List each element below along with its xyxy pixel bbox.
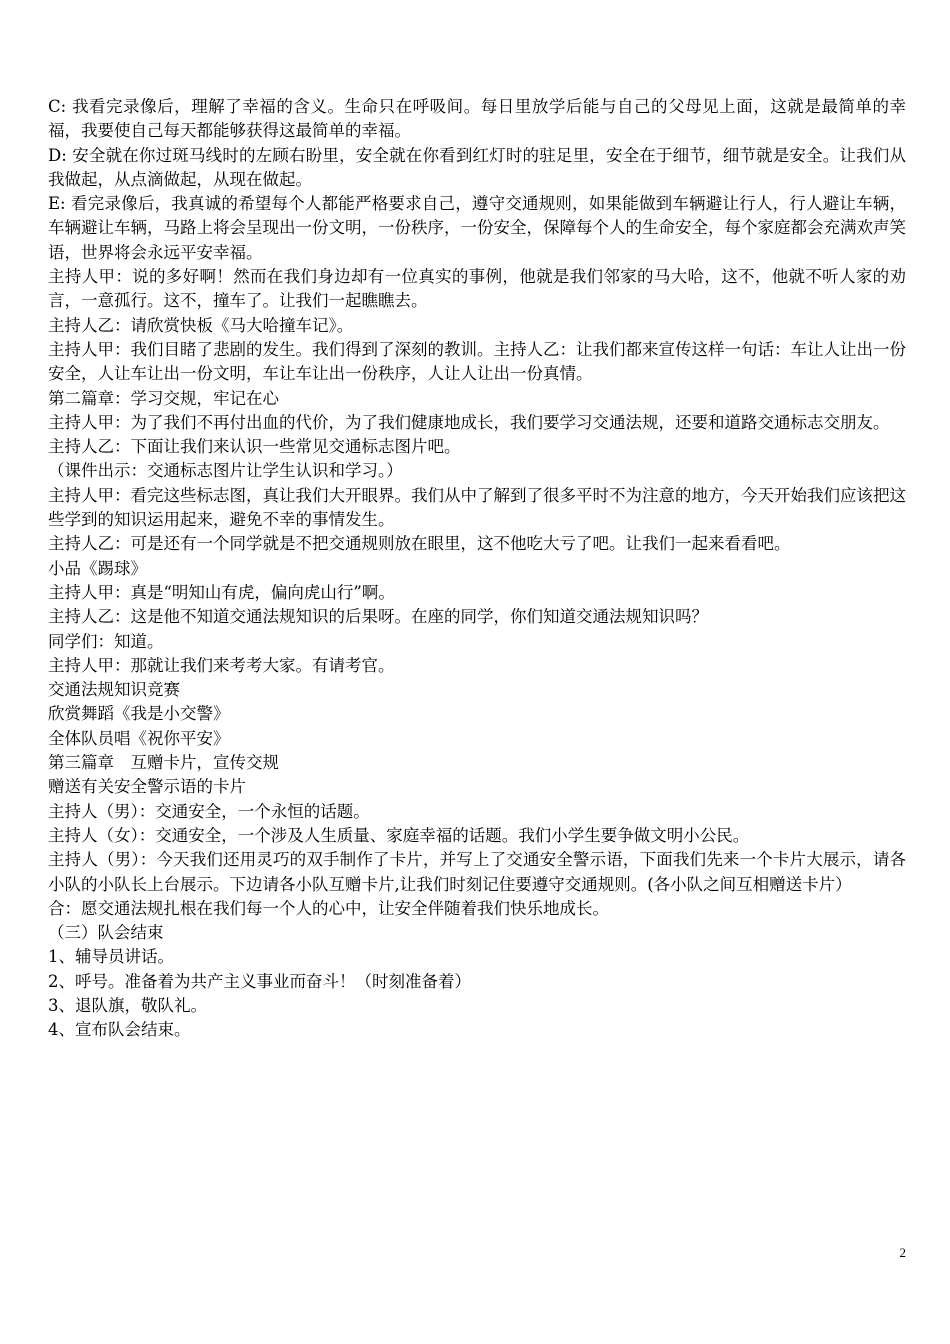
item-dance: 欣赏舞蹈《我是小交警》 (48, 704, 230, 724)
paragraph-speaker-d: D: 安全就在你过斑马线时的左顾右盼里，安全就在你看到红灯时的驻足里，安全在于细节，细节就是安全。让我们从我做起，从点滴做起，从现在做起。 (48, 145, 906, 189)
list-item-2: 2、呼号。准备着为共产主义事业而奋斗！（时刻准备着） (48, 971, 471, 991)
paragraph-speaker-c: C: 我看完录像后，理解了幸福的含义。生命只在呼吸间。每日里放学后能与自己的父母见上面，这就是最简单的幸福，我要使自己每天都能够获得这最简单的幸福。 (48, 97, 906, 141)
paragraph-host-a-eyes-opened: 主持人甲：看完这些标志图，真让我们大开眼界。我们从中了解到了很多平时不为注意的地方，今天开始我们应该把这些学到的知识运用起来，避免不幸的事情发生。 (48, 485, 906, 530)
paragraph-host-male-cards: 主持人（男）：今天我们还用灵巧的双手制作了卡片，并写上了交通安全警示语，下面我们先来一个卡片大展示，请各小队的小队长上台展示。下边请各小队互赠卡片,让我们时刻记住要遵守交通规则。(各小队之间互相赠送卡片） (48, 850, 906, 894)
item-card-gift: 赠送有关安全警示语的卡片 (48, 777, 246, 797)
list-item-4: 4、宣布队会结束。 (48, 1020, 191, 1040)
page-number: 2 (899, 1245, 906, 1260)
paragraph-host-female-topic: 主持人（女）：交通安全，一个涉及人生质量、家庭幸福的话题。我们小学生要争做文明小公民。 (48, 825, 750, 845)
item-song: 全体队员唱《祝你平安》 (48, 728, 230, 748)
paragraph-host-b-signs: 主持人乙：下面让我们来认识一些常见交通标志图片吧。 (48, 437, 461, 457)
paragraph-host-a-story: 主持人甲：说的多好啊！然而在我们身边却有一位真实的事例，他就是我们邻家的马大哈，这不，他就不听人家的劝言，一意孤行。这不，撞车了。让我们一起瞧瞧去。 (48, 267, 906, 311)
paragraph-host-a-b-slogan: 主持人甲：我们目睹了悲剧的发生。我们得到了深刻的教训。主持人乙：让我们都来宣传这样一句话：车让人让出一份安全，人让车让出一份文明，车让车让出一份秩序，人让人让出一份真情。 (48, 339, 906, 384)
paragraph-speaker-e: E: 看完录像后，我真诚的希望每个人都能严格要求自己，遵守交通规则，如果能做到车辆避让行人，行人避让车辆，车辆避让车辆，马路上将会呈现出一份文明，一份秩序，一份安全，保障每个人的生命安全，每个家庭都会充满欢声笑语，世界将会永远平安幸福。 (48, 194, 906, 262)
paragraph-courseware-note: （课件出示：交通标志图片让学生认识和学习。） (48, 461, 403, 481)
paragraph-students-answer: 同学们：知道。 (48, 631, 164, 651)
paragraph-together: 合：愿交通法规扎根在我们每一个人的心中，让安全伴随着我们快乐地成长。 (48, 898, 609, 918)
paragraph-host-a-learn: 主持人甲：为了我们不再付出血的代价，为了我们健康地成长，我们要学习交通法规，还要和道路交通标志交朋友。 (48, 412, 890, 432)
paragraph-host-male-topic: 主持人（男）：交通安全，一个永恒的话题。 (48, 801, 370, 821)
paragraph-host-b-question: 主持人乙：这是他不知道交通法规知识的后果呀。在座的同学，你们知道交通法规知识吗？ (48, 607, 708, 627)
section-heading-chapter-3: 第三篇章 互赠卡片，宣传交规 (48, 753, 279, 773)
item-knowledge-contest: 交通法规知识竞赛 (48, 680, 180, 700)
list-item-3: 3、退队旗，敬队礼。 (48, 995, 207, 1015)
paragraph-host-a-quiz: 主持人甲：那就让我们来考考大家。有请考官。 (48, 655, 395, 675)
list-item-1: 1、辅导员讲话。 (48, 947, 174, 967)
document-body (48, 95, 906, 1043)
section-heading-closing: （三）队会结束 (48, 923, 164, 943)
paragraph-host-b-kuaiban: 主持人乙：请欣赏快板《马大哈撞车记》。 (48, 315, 354, 335)
item-skit: 小品《踢球》 (48, 558, 147, 578)
section-heading-chapter-2: 第二篇章：学习交规，牢记在心 (48, 388, 279, 408)
paragraph-host-b-classmate: 主持人乙：可是还有一个同学就是不把交通规则放在眼里，这不他吃大亏了吧。让我们一起来看看吧。 (48, 534, 791, 554)
paragraph-host-a-proverb: 主持人甲：真是“明知山有虎，偏向虎山行”啊。 (48, 582, 395, 602)
